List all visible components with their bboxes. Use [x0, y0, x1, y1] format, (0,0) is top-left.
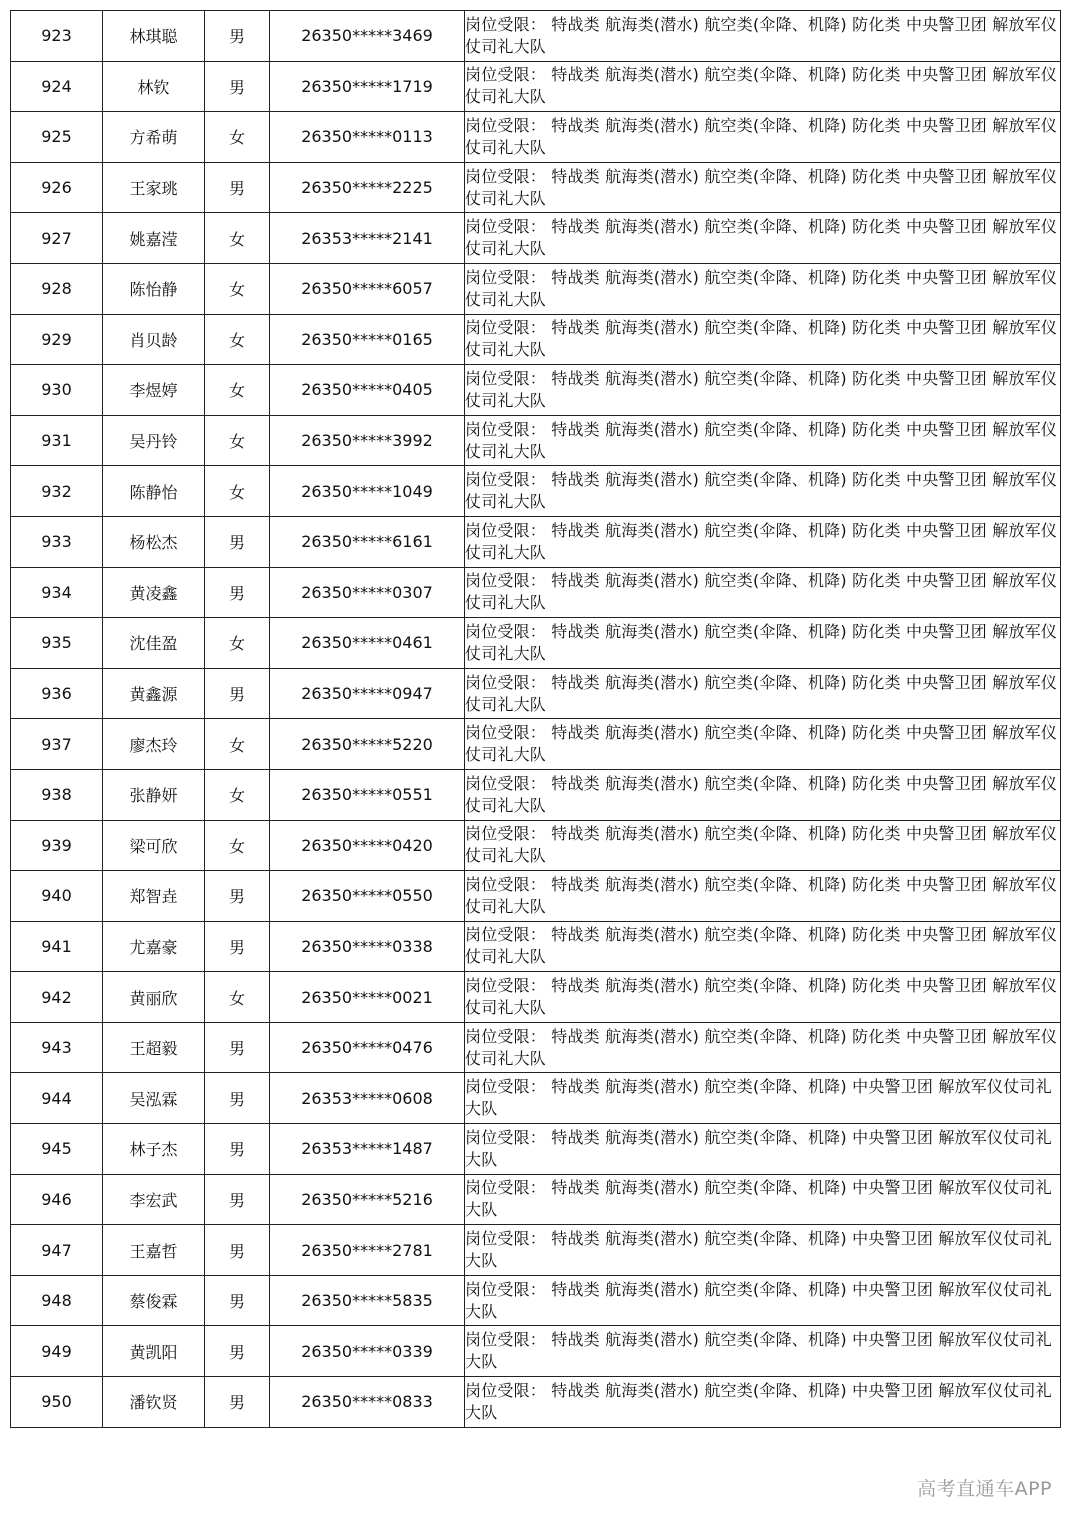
exam-id-cell: 26350*****2781	[270, 1225, 465, 1276]
exam-id-cell: 26350*****5216	[270, 1174, 465, 1225]
restriction-note-cell: 岗位受限： 特战类 航海类(潜水) 航空类(伞降、机降) 防化类 中央警卫团 解放军仪仗司礼大队	[465, 314, 1061, 365]
exam-id-cell: 26350*****0021	[270, 972, 465, 1023]
sex-cell: 女	[205, 618, 270, 669]
restriction-note-cell: 岗位受限： 特战类 航海类(潜水) 航空类(伞降、机降) 防化类 中央警卫团 解放军仪仗司礼大队	[465, 871, 1061, 922]
table-row	[11, 365, 1061, 416]
row-number-cell: 932	[11, 466, 103, 517]
sex-cell: 女	[205, 365, 270, 416]
roster-table	[10, 10, 1061, 1428]
exam-id-cell: 26353*****1487	[270, 1124, 465, 1175]
sex-cell: 男	[205, 516, 270, 567]
restriction-note-cell: 岗位受限： 特战类 航海类(潜水) 航空类(伞降、机降) 防化类 中央警卫团 解放军仪仗司礼大队	[465, 415, 1061, 466]
sex-cell: 男	[205, 162, 270, 213]
restriction-note-cell: 岗位受限： 特战类 航海类(潜水) 航空类(伞降、机降) 防化类 中央警卫团 解放军仪仗司礼大队	[465, 668, 1061, 719]
table-row	[11, 11, 1061, 62]
restriction-note-cell: 岗位受限： 特战类 航海类(潜水) 航空类(伞降、机降) 防化类 中央警卫团 解放军仪仗司礼大队	[465, 11, 1061, 62]
sex-cell: 男	[205, 1225, 270, 1276]
exam-id-cell: 26350*****6057	[270, 263, 465, 314]
name-cell: 黄丽欣	[103, 972, 205, 1023]
sex-cell: 男	[205, 1022, 270, 1073]
sex-cell: 男	[205, 668, 270, 719]
name-cell: 梁可欣	[103, 820, 205, 871]
name-cell: 廖杰玲	[103, 719, 205, 770]
table-row	[11, 618, 1061, 669]
restriction-note-cell: 岗位受限： 特战类 航海类(潜水) 航空类(伞降、机降) 中央警卫团 解放军仪仗司礼大队	[465, 1326, 1061, 1377]
row-number-cell: 940	[11, 871, 103, 922]
table-row	[11, 1073, 1061, 1124]
name-cell: 姚嘉滢	[103, 213, 205, 264]
exam-id-cell: 26350*****0113	[270, 112, 465, 163]
sex-cell: 男	[205, 1124, 270, 1175]
row-number-cell: 943	[11, 1022, 103, 1073]
exam-id-cell: 26350*****0165	[270, 314, 465, 365]
restriction-note-cell: 岗位受限： 特战类 航海类(潜水) 航空类(伞降、机降) 防化类 中央警卫团 解放军仪仗司礼大队	[465, 516, 1061, 567]
name-cell: 方希萌	[103, 112, 205, 163]
restriction-note-cell: 岗位受限： 特战类 航海类(潜水) 航空类(伞降、机降) 防化类 中央警卫团 解放军仪仗司礼大队	[465, 365, 1061, 416]
name-cell: 张静妍	[103, 769, 205, 820]
exam-id-cell: 26353*****0608	[270, 1073, 465, 1124]
exam-id-cell: 26350*****5835	[270, 1275, 465, 1326]
table-row	[11, 871, 1061, 922]
roster-body	[11, 11, 1061, 1428]
row-number-cell: 941	[11, 921, 103, 972]
row-number-cell: 930	[11, 365, 103, 416]
name-cell: 李宏武	[103, 1174, 205, 1225]
table-row	[11, 112, 1061, 163]
name-cell: 李煜婷	[103, 365, 205, 416]
table-row	[11, 162, 1061, 213]
row-number-cell: 948	[11, 1275, 103, 1326]
row-number-cell: 935	[11, 618, 103, 669]
name-cell: 肖贝龄	[103, 314, 205, 365]
sex-cell: 女	[205, 719, 270, 770]
sex-cell: 男	[205, 1326, 270, 1377]
name-cell: 尤嘉豪	[103, 921, 205, 972]
table-row	[11, 1174, 1061, 1225]
restriction-note-cell: 岗位受限： 特战类 航海类(潜水) 航空类(伞降、机降) 中央警卫团 解放军仪仗司礼大队	[465, 1073, 1061, 1124]
table-row	[11, 213, 1061, 264]
row-number-cell: 925	[11, 112, 103, 163]
exam-id-cell: 26350*****0550	[270, 871, 465, 922]
table-row	[11, 972, 1061, 1023]
restriction-note-cell: 岗位受限： 特战类 航海类(潜水) 航空类(伞降、机降) 防化类 中央警卫团 解放军仪仗司礼大队	[465, 263, 1061, 314]
sex-cell: 女	[205, 314, 270, 365]
row-number-cell: 933	[11, 516, 103, 567]
sex-cell: 女	[205, 415, 270, 466]
row-number-cell: 944	[11, 1073, 103, 1124]
restriction-note-cell: 岗位受限： 特战类 航海类(潜水) 航空类(伞降、机降) 防化类 中央警卫团 解放军仪仗司礼大队	[465, 921, 1061, 972]
row-number-cell: 937	[11, 719, 103, 770]
name-cell: 潘钦贤	[103, 1377, 205, 1428]
name-cell: 黄凌鑫	[103, 567, 205, 618]
sex-cell: 男	[205, 11, 270, 62]
exam-id-cell: 26353*****2141	[270, 213, 465, 264]
name-cell: 陈静怡	[103, 466, 205, 517]
table-row	[11, 466, 1061, 517]
row-number-cell: 928	[11, 263, 103, 314]
sex-cell: 女	[205, 213, 270, 264]
restriction-note-cell: 岗位受限： 特战类 航海类(潜水) 航空类(伞降、机降) 防化类 中央警卫团 解放军仪仗司礼大队	[465, 567, 1061, 618]
sex-cell: 女	[205, 466, 270, 517]
sex-cell: 男	[205, 921, 270, 972]
exam-id-cell: 26350*****5220	[270, 719, 465, 770]
name-cell: 蔡俊霖	[103, 1275, 205, 1326]
name-cell: 吴丹铃	[103, 415, 205, 466]
sex-cell: 男	[205, 1174, 270, 1225]
exam-id-cell: 26350*****0405	[270, 365, 465, 416]
row-number-cell: 942	[11, 972, 103, 1023]
watermark-text: 高考直通车APP	[917, 1478, 1052, 1500]
name-cell: 吴泓霖	[103, 1073, 205, 1124]
exam-id-cell: 26350*****0420	[270, 820, 465, 871]
table-row	[11, 719, 1061, 770]
sex-cell: 女	[205, 263, 270, 314]
sex-cell: 男	[205, 871, 270, 922]
restriction-note-cell: 岗位受限： 特战类 航海类(潜水) 航空类(伞降、机降) 防化类 中央警卫团 解放军仪仗司礼大队	[465, 162, 1061, 213]
name-cell: 杨松杰	[103, 516, 205, 567]
restriction-note-cell: 岗位受限： 特战类 航海类(潜水) 航空类(伞降、机降) 中央警卫团 解放军仪仗司礼大队	[465, 1124, 1061, 1175]
sex-cell: 女	[205, 820, 270, 871]
table-row	[11, 769, 1061, 820]
row-number-cell: 936	[11, 668, 103, 719]
row-number-cell: 939	[11, 820, 103, 871]
name-cell: 林琪聪	[103, 11, 205, 62]
sex-cell: 女	[205, 972, 270, 1023]
restriction-note-cell: 岗位受限： 特战类 航海类(潜水) 航空类(伞降、机降) 防化类 中央警卫团 解放军仪仗司礼大队	[465, 112, 1061, 163]
name-cell: 王超毅	[103, 1022, 205, 1073]
exam-id-cell: 26350*****3469	[270, 11, 465, 62]
restriction-note-cell: 岗位受限： 特战类 航海类(潜水) 航空类(伞降、机降) 防化类 中央警卫团 解放军仪仗司礼大队	[465, 1022, 1061, 1073]
exam-id-cell: 26350*****0307	[270, 567, 465, 618]
name-cell: 王嘉哲	[103, 1225, 205, 1276]
row-number-cell: 947	[11, 1225, 103, 1276]
table-row	[11, 516, 1061, 567]
table-row	[11, 1377, 1061, 1428]
restriction-note-cell: 岗位受限： 特战类 航海类(潜水) 航空类(伞降、机降) 中央警卫团 解放军仪仗司礼大队	[465, 1275, 1061, 1326]
row-number-cell: 934	[11, 567, 103, 618]
table-row	[11, 567, 1061, 618]
row-number-cell: 945	[11, 1124, 103, 1175]
exam-id-cell: 26350*****0461	[270, 618, 465, 669]
sex-cell: 女	[205, 769, 270, 820]
exam-id-cell: 26350*****0338	[270, 921, 465, 972]
row-number-cell: 924	[11, 61, 103, 112]
name-cell: 郑智垚	[103, 871, 205, 922]
sex-cell: 男	[205, 567, 270, 618]
exam-id-cell: 26350*****3992	[270, 415, 465, 466]
name-cell: 黄鑫源	[103, 668, 205, 719]
exam-id-cell: 26350*****0947	[270, 668, 465, 719]
restriction-note-cell: 岗位受限： 特战类 航海类(潜水) 航空类(伞降、机降) 防化类 中央警卫团 解放军仪仗司礼大队	[465, 769, 1061, 820]
exam-id-cell: 26350*****0339	[270, 1326, 465, 1377]
restriction-note-cell: 岗位受限： 特战类 航海类(潜水) 航空类(伞降、机降) 防化类 中央警卫团 解放军仪仗司礼大队	[465, 719, 1061, 770]
table-row	[11, 668, 1061, 719]
restriction-note-cell: 岗位受限： 特战类 航海类(潜水) 航空类(伞降、机降) 防化类 中央警卫团 解放军仪仗司礼大队	[465, 820, 1061, 871]
sex-cell: 女	[205, 112, 270, 163]
sex-cell: 男	[205, 1073, 270, 1124]
row-number-cell: 926	[11, 162, 103, 213]
table-row	[11, 61, 1061, 112]
table-row	[11, 314, 1061, 365]
row-number-cell: 950	[11, 1377, 103, 1428]
row-number-cell: 931	[11, 415, 103, 466]
name-cell: 王家珧	[103, 162, 205, 213]
table-row	[11, 820, 1061, 871]
exam-id-cell: 26350*****0476	[270, 1022, 465, 1073]
table-row	[11, 1022, 1061, 1073]
name-cell: 陈怡静	[103, 263, 205, 314]
restriction-note-cell: 岗位受限： 特战类 航海类(潜水) 航空类(伞降、机降) 中央警卫团 解放军仪仗司礼大队	[465, 1174, 1061, 1225]
row-number-cell: 929	[11, 314, 103, 365]
exam-id-cell: 26350*****2225	[270, 162, 465, 213]
restriction-note-cell: 岗位受限： 特战类 航海类(潜水) 航空类(伞降、机降) 防化类 中央警卫团 解放军仪仗司礼大队	[465, 466, 1061, 517]
exam-id-cell: 26350*****6161	[270, 516, 465, 567]
name-cell: 林子杰	[103, 1124, 205, 1175]
row-number-cell: 949	[11, 1326, 103, 1377]
table-row	[11, 1124, 1061, 1175]
sex-cell: 男	[205, 1377, 270, 1428]
restriction-note-cell: 岗位受限： 特战类 航海类(潜水) 航空类(伞降、机降) 防化类 中央警卫团 解放军仪仗司礼大队	[465, 213, 1061, 264]
exam-id-cell: 26350*****0833	[270, 1377, 465, 1428]
table-row	[11, 263, 1061, 314]
exam-id-cell: 26350*****0551	[270, 769, 465, 820]
restriction-note-cell: 岗位受限： 特战类 航海类(潜水) 航空类(伞降、机降) 防化类 中央警卫团 解放军仪仗司礼大队	[465, 618, 1061, 669]
sex-cell: 男	[205, 61, 270, 112]
row-number-cell: 946	[11, 1174, 103, 1225]
restriction-note-cell: 岗位受限： 特战类 航海类(潜水) 航空类(伞降、机降) 防化类 中央警卫团 解放军仪仗司礼大队	[465, 972, 1061, 1023]
name-cell: 黄凯阳	[103, 1326, 205, 1377]
row-number-cell: 938	[11, 769, 103, 820]
exam-id-cell: 26350*****1719	[270, 61, 465, 112]
name-cell: 林钦	[103, 61, 205, 112]
row-number-cell: 923	[11, 11, 103, 62]
sex-cell: 男	[205, 1275, 270, 1326]
table-row	[11, 415, 1061, 466]
restriction-note-cell: 岗位受限： 特战类 航海类(潜水) 航空类(伞降、机降) 防化类 中央警卫团 解放军仪仗司礼大队	[465, 61, 1061, 112]
exam-id-cell: 26350*****1049	[270, 466, 465, 517]
table-row	[11, 1225, 1061, 1276]
table-row	[11, 1275, 1061, 1326]
row-number-cell: 927	[11, 213, 103, 264]
table-row	[11, 1326, 1061, 1377]
table-row	[11, 921, 1061, 972]
name-cell: 沈佳盈	[103, 618, 205, 669]
restriction-note-cell: 岗位受限： 特战类 航海类(潜水) 航空类(伞降、机降) 中央警卫团 解放军仪仗司礼大队	[465, 1225, 1061, 1276]
restriction-note-cell: 岗位受限： 特战类 航海类(潜水) 航空类(伞降、机降) 中央警卫团 解放军仪仗司礼大队	[465, 1377, 1061, 1428]
